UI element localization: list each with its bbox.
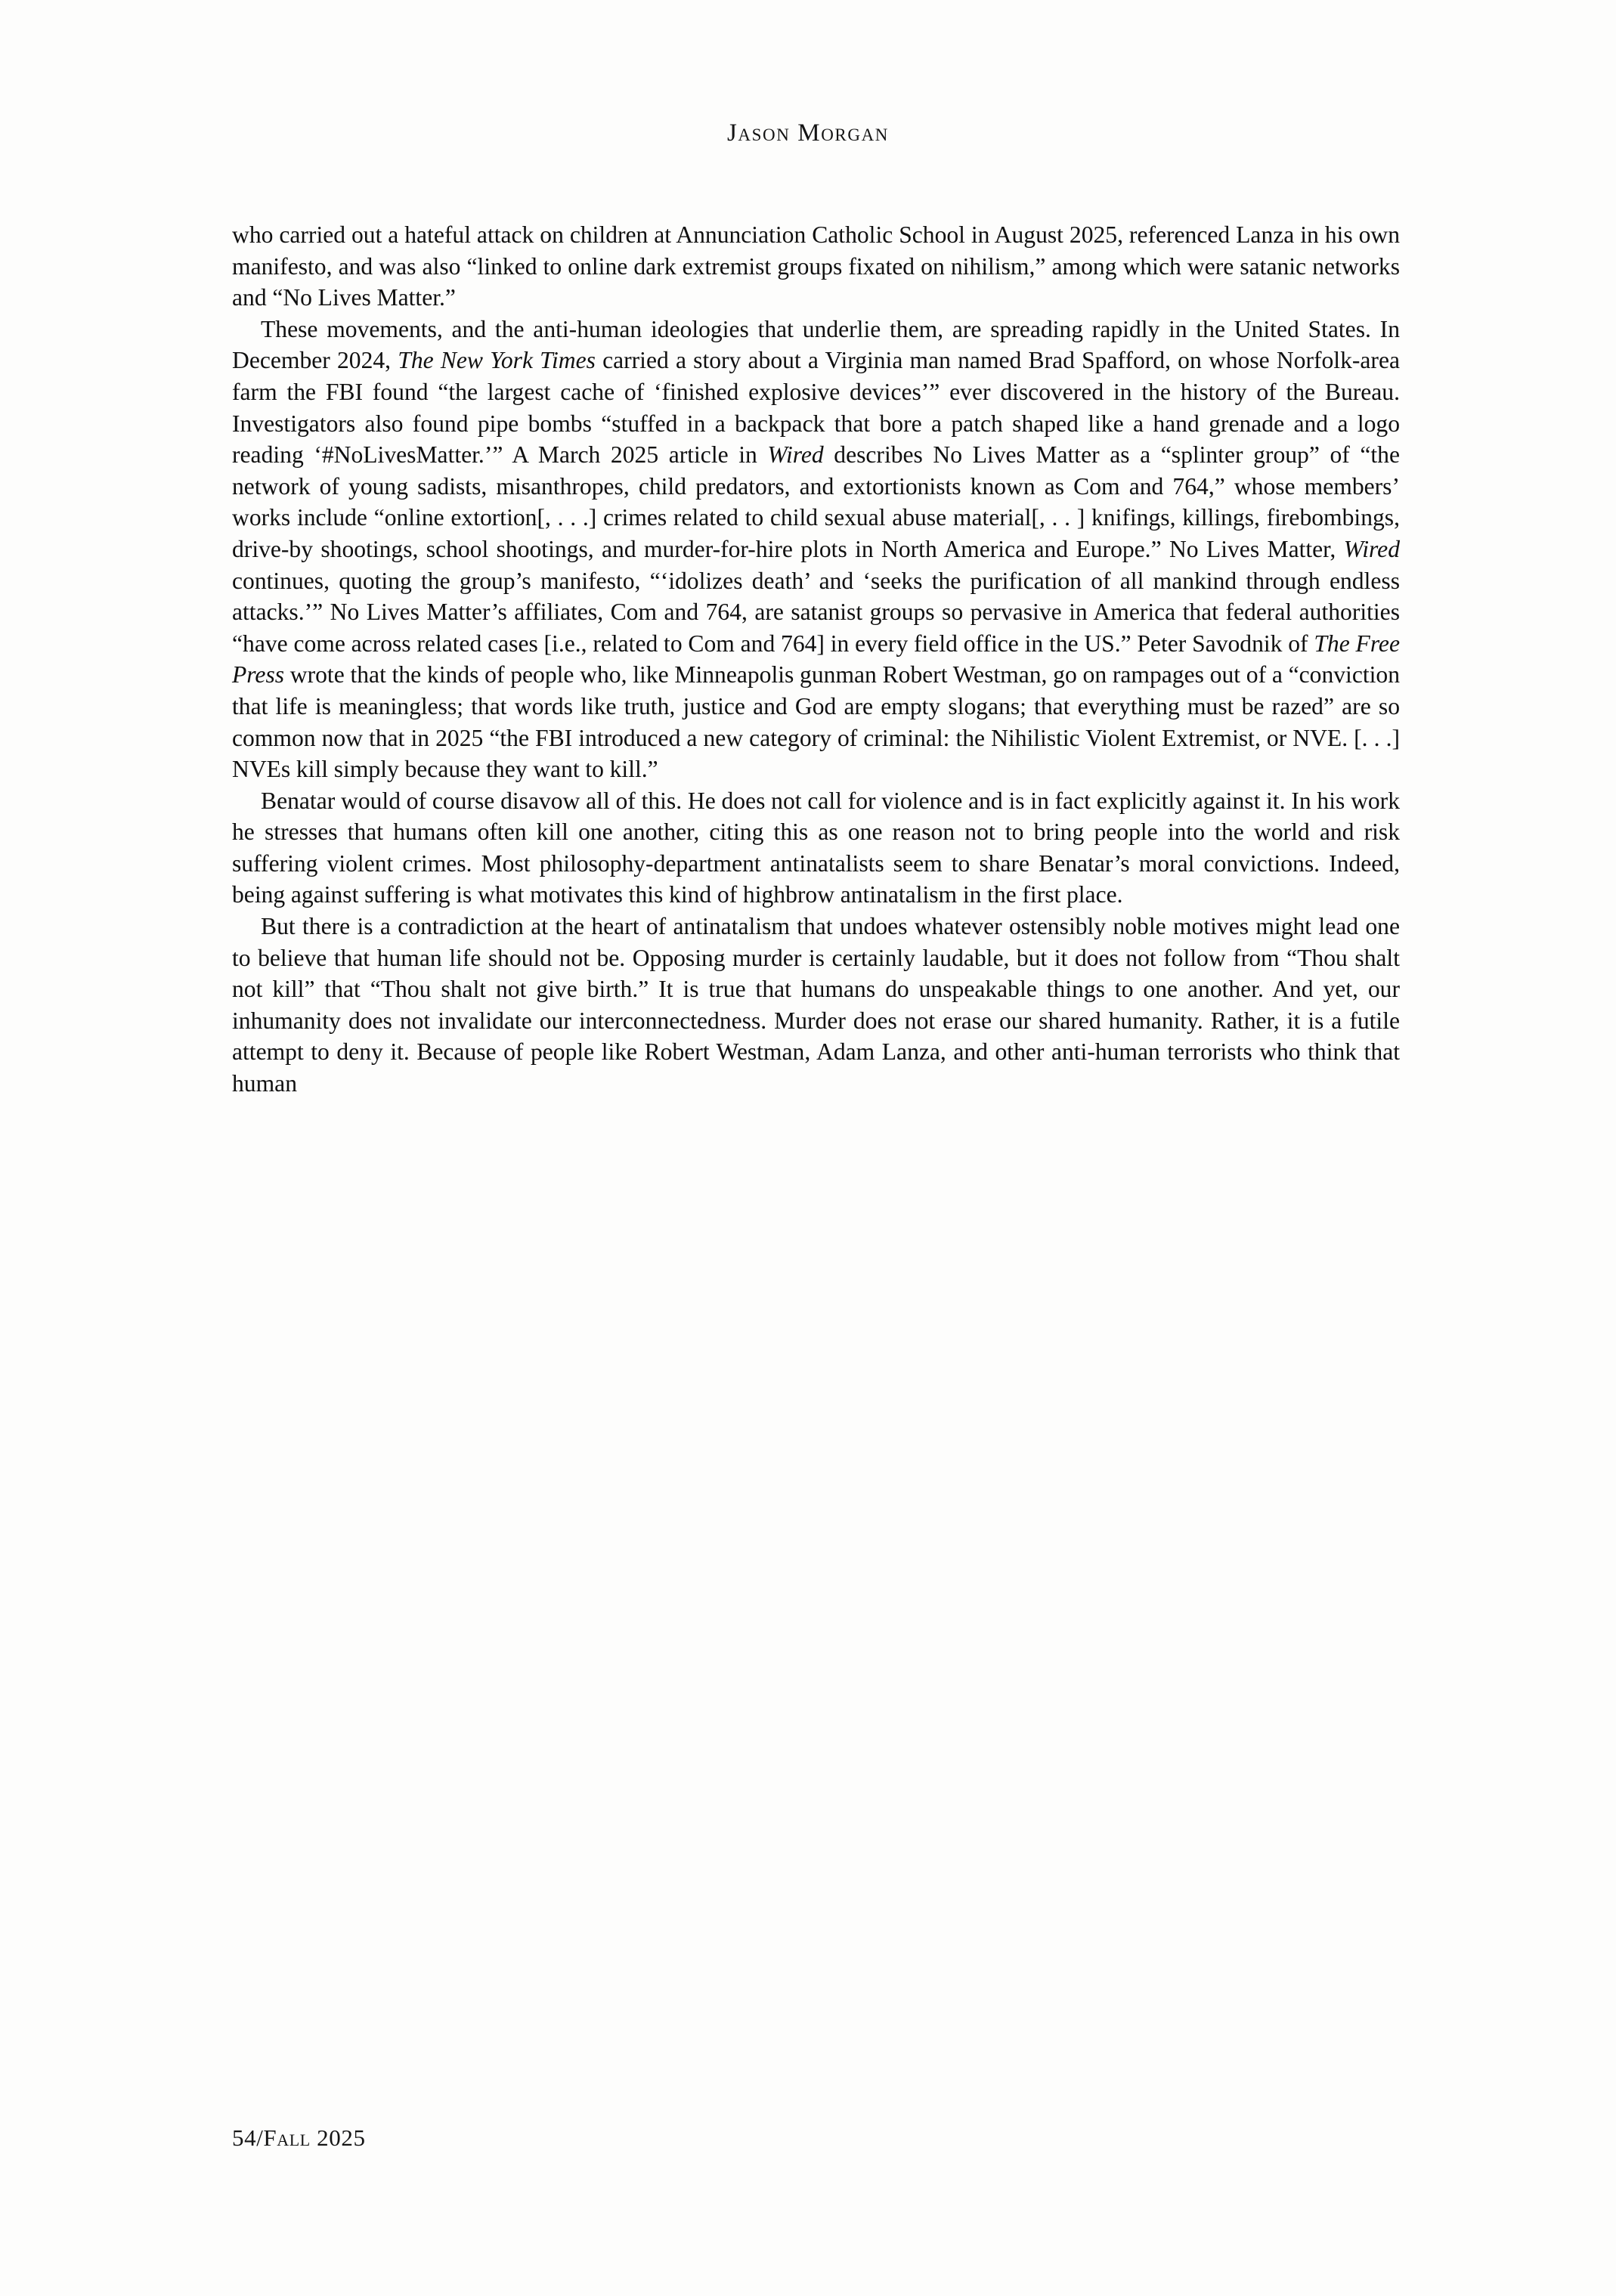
paragraph-2-segment-d: continues, quoting the group’s manifesto, “‘idolizes death’ and ‘seeks the purification of all mankind through endless attacks.’” No Lives Matter’s affiliates, Com and 764, are satanist groups so pervasive in America that federal authorities “have come across related cases [i.e., related to Com and 764] in every field office in the US.” Peter Savodnik of [232,567,1400,657]
paragraph-2 [232,314,1400,785]
paragraph-2-segment-b: carried a story about a Virginia man named Brad Spafford, on whose Norfolk-area farm the FBI found “the largest cache of ‘finished explosive devices’” ever discovered in the history of the Bureau. Investigators also found pipe bombs “stuffed in a backpack that bore a patch shaped like a hand grenade and a logo reading ‘#NoLivesMatter.’” A March 2025 article in [232,347,1400,469]
running-header: Jason Morgan [726,119,890,147]
title-wired-1: Wired [767,441,824,469]
paragraph-2-segment-c: describes No Lives Matter as a “splinter group” of “the network of young sadists, misanthropes, child predators, and extortionists known as Com and 764,” whose members’ works include “online extortion[, . . .] crimes related to child sexual abuse material[, . . ] knifings, killings, firebombings, drive-by shootings, school shootings, and murder-for-hire plots in North America and Europe.” No Lives Matter, [232,441,1400,562]
paragraph-3-text: Benatar would of course disavow all of this. He does not call for violence and is in fact explicitly against it. In his work he stresses that humans often kill one another, citing this as one reason not to bring people into the world and risk suffering violent crimes. Most philosophy-department antinatalists seem to share Benatar’s moral convictions. Indeed, being against suffering is what motivates this kind of highbrow antinatalism in the first place. [232,787,1400,908]
page-folio: 54/Fall 2025 [232,2124,366,2151]
paragraph-1-text: who carried out a hateful attack on children at Annunciation Catholic School in August 2025, referenced Lanza in his own manifesto, and was also “linked to online dark extremist groups fixated on nihilism,” among which were satanic networks and “No Lives Matter.” [232,221,1400,311]
paragraph-3 [232,785,1400,911]
title-new-york-times: The New York Times [398,347,596,374]
title-wired-2: Wired [1343,535,1400,562]
paragraph-2-segment-a: These movements, and the anti-human ideologies that underlie them, are spreading rapidly in the United States. In December 2024, [232,315,1400,374]
paragraph-4 [232,911,1400,1100]
title-free-press: The Free Press [232,630,1400,688]
text-column [232,219,1400,1100]
paragraph-2-segment-e: wrote that the kinds of people who, like Minneapolis gunman Robert Westman, go on rampages out of a “conviction that life is meaningless; that words like truth, justice and God are empty slogans; that everything must be razed” are so common now that in 2025 “the FBI introduced a new category of criminal: the Nihilistic Violent Extremist, or NVE. [. . .] NVEs kill simply because they want to kill.” [232,661,1400,783]
paragraph-4-text: But there is a contradiction at the heart of antinatalism that undoes whatever ostensibly noble motives might lead one to believe that human life should not be. Opposing murder is certainly laudable, but it does not follow from “Thou shalt not kill” that “Thou shalt not give birth.” It is true that humans do unspeakable things to one another. And yet, our inhumanity does not invalidate our interconnectedness. Murder does not erase our shared humanity. Rather, it is a futile attempt to deny it. Because of people like Robert Westman, Adam Lanza, and other anti-human terrorists who think that human [232,913,1400,1097]
paragraph-1 [232,219,1400,314]
